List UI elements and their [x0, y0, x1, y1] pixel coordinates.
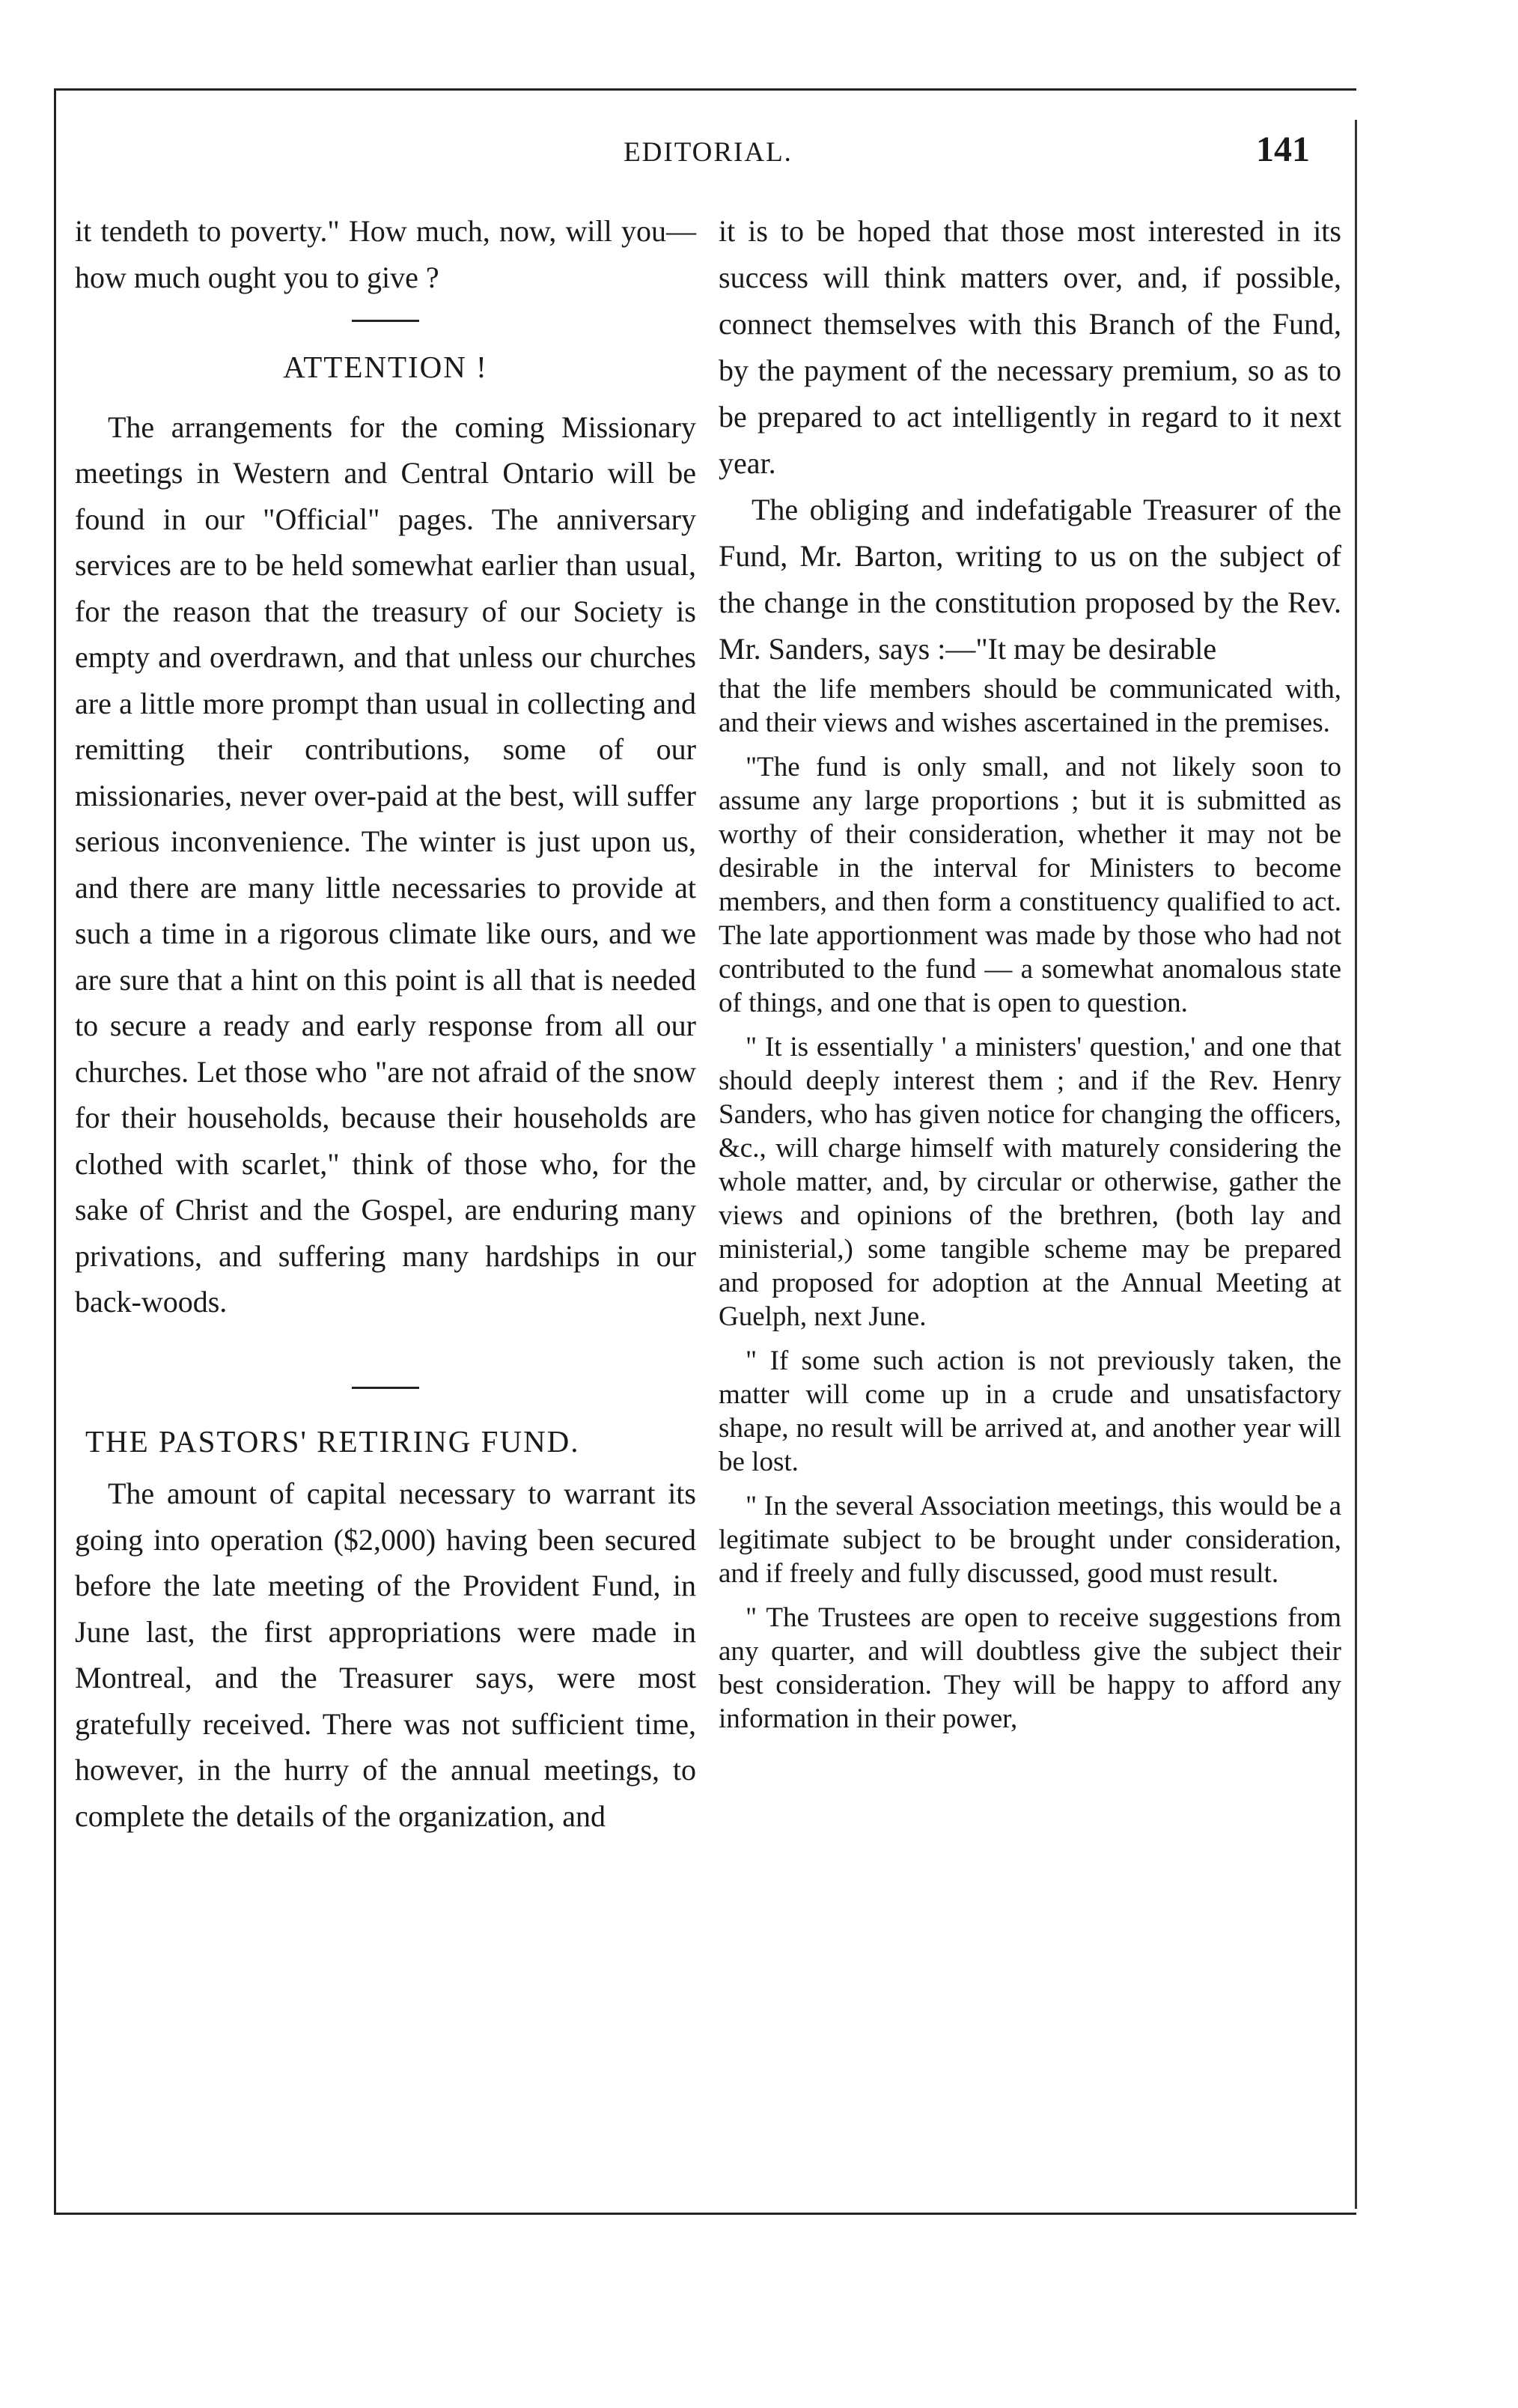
section-divider: [352, 320, 419, 322]
quote-paragraph: " If some such action is not previously taken, the matter will come up in a crude and unsatisfactory shape, no result will be arrived at, and another year will be lost.: [719, 1346, 1341, 1477]
page-number: 141: [1256, 130, 1310, 169]
fund-paragraph: The amount of capital necessary to warrant its going into operation ($2,000) having been secured before the late meeting of the Provident Fund, in June last, the first appropriations were made in Montreal, and the Treasurer says, were most gratefully received. There was not sufficient time, however, in the hurry of the annual meetings, to complete the details of the organization, and: [75, 1477, 696, 1833]
quote-paragraph: " In the several Association meetings, this would be a legitimate subject to be brought under consideration, and if freely and fully discussed, good must result.: [719, 1491, 1341, 1589]
page-border-bottom: [54, 2213, 1356, 2215]
quote-paragraph: " It is essentially ' a ministers' question,' and one that should deeply interest them ; and if the Rev. Henry Sanders, who has given notice for changing the officers, &c., will charge himself with maturely considering the whole matter, and, by circular or otherwise, gather the views and opinions of the brethren, (both lay and ministerial,) some tangible scheme may be prepared and proposed for adoption at the Annual Meeting at Guelph, next June.: [719, 1032, 1341, 1332]
page-border-left: [54, 88, 56, 2215]
left-column: [75, 208, 696, 1839]
attention-paragraph: The arrangements for the coming Missionary meetings in Western and Central Ontario will be found in our "Official" pages. The anniversary services are to be held somewhat earlier than usual, for the reason that the treasury of our Society is empty and overdrawn, and that unless our churches are a little more prompt than usual in collecting and remitting their contributions, some of our missionaries, never over-paid at the best, will suffer serious inconvenience. The winter is just upon us, and there are many little necessaries to provide at such a time in a rigorous climate like ours, and we are sure that a hint on this point is all that is needed to secure a ready and early response from all our churches. Let those who "are not afraid of the snow for their households, because their households are clothed with scarlet," think of those who, for the sake of Christ and the Gospel, are enduring many privations, and suffering many hardships in our back-woods.: [75, 410, 696, 1319]
treasurer-intro: The obliging and indefatigable Treasurer of the Fund, Mr. Barton, writing to us on the subject of the change in the constitution proposed by the Rev. Mr. Sanders, says :—"It may be desirable: [719, 493, 1341, 666]
page-border-top: [54, 88, 1356, 91]
running-title: EDITORIAL.: [624, 137, 793, 168]
quote-paragraph: "The fund is only small, and not likely soon to assume any large proportions ; but it is submitted as worthy of their consideration, whether it may not be desirable in the interval for Ministers to become members, and then form a constituency qualified to act. The late apportionment was made by those who had not contributed to the fund — a somewhat anomalous state of things, and one that is open to question.: [719, 752, 1341, 1018]
page-border-right: [1355, 120, 1357, 2209]
opening-text: it tendeth to poverty." How much, now, will you—how much ought you to give ?: [75, 214, 696, 294]
quote-paragraph: " The Trustees are open to receive suggestions from any quarter, and will doubtless give the subject their best consideration. They will be happy to afford any information in their power,: [719, 1602, 1341, 1734]
continuation-paragraph: it is to be hoped that those most interested in its success will think matters over, and, if possible, connect themselves with this Branch of the Fund, by the payment of the necessary premium, so as to be prepared to act intelligently in regard to it next year.: [719, 214, 1341, 480]
right-column: [719, 208, 1341, 1736]
quoted-letter: [719, 672, 1341, 1736]
right-column-large-text: [719, 208, 1341, 672]
section-divider: [352, 1387, 419, 1389]
quote-continuation: that the life members should be communicated with, and their views and wishes ascertained in the premises.: [719, 674, 1341, 738]
fund-heading: THE PASTORS' RETIRING FUND.: [85, 1423, 580, 1459]
attention-heading: ATTENTION !: [283, 350, 488, 384]
running-header: [57, 129, 1359, 189]
